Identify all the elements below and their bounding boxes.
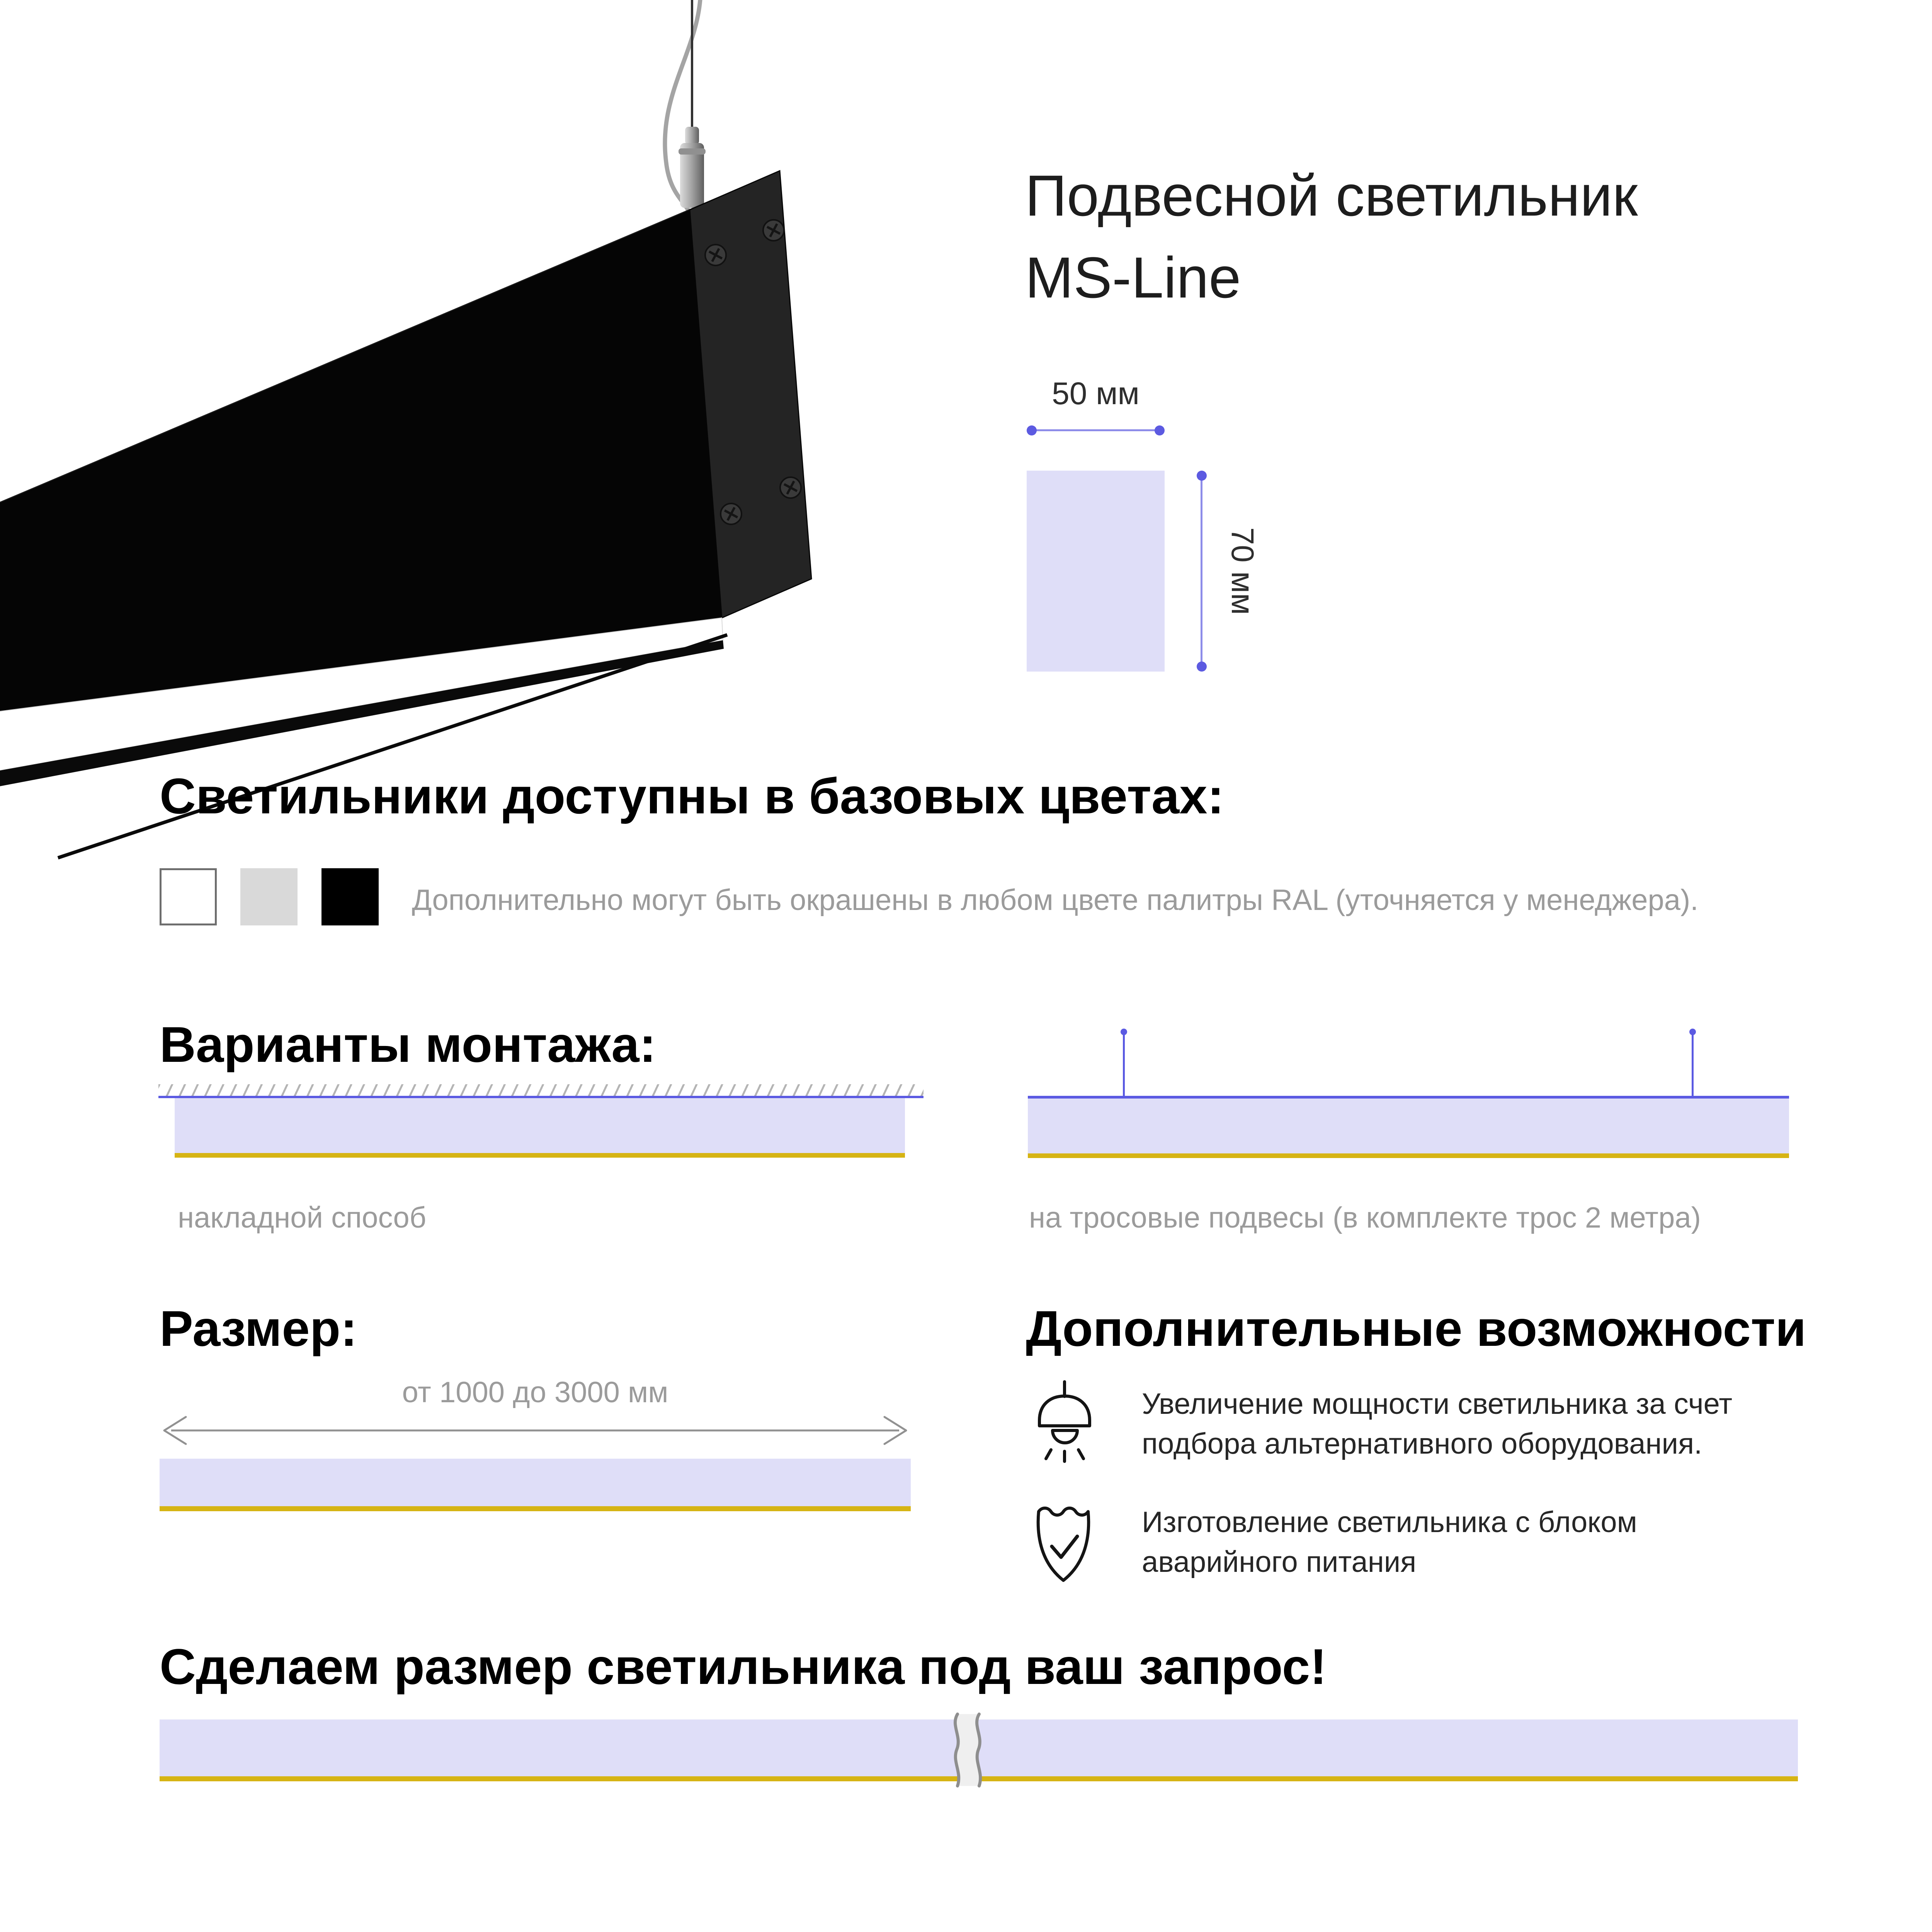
custom-size-heading: Сделаем размер светильника под ваш запрос! <box>160 1638 1327 1695</box>
size-range-arrow <box>160 1412 911 1449</box>
width-dimension-line <box>1027 425 1165 436</box>
feature-text-line: подбора альтернативного оборудования. <box>1142 1427 1702 1460</box>
feature-text-line: аварийного питания <box>1142 1546 1417 1578</box>
suspension-wire <box>1123 1034 1125 1096</box>
cable-gripper-tip <box>685 127 699 145</box>
lamp-bar <box>175 1098 905 1153</box>
lamp-bar-light <box>175 1153 905 1158</box>
colors-heading: Светильники доступны в базовых цветах: <box>160 768 1224 824</box>
height-dimension-line <box>1196 471 1207 672</box>
dimension-dot <box>1027 425 1037 435</box>
end-cap-screw <box>780 477 801 498</box>
color-swatch-white <box>160 868 217 925</box>
page-title-line2: MS-Line <box>1025 245 1241 310</box>
height-dimension-label: 70 мм <box>1225 527 1260 615</box>
feature-item <box>1142 1502 1637 1582</box>
colors-note: Дополнительно могут быть окрашены в любом цвете палитры RAL (уточняется у менеджера). <box>412 884 1699 917</box>
length-break-symbol <box>947 1711 992 1790</box>
feature-item <box>1142 1384 1732 1464</box>
dimension-dot <box>1155 425 1165 435</box>
size-heading: Размер: <box>160 1300 357 1357</box>
end-cap-screw <box>721 503 742 524</box>
feature-text-line: Изготовление светильника с блоком <box>1142 1506 1637 1539</box>
features-heading: Дополнительные возможности <box>1026 1300 1806 1357</box>
lamp-bar-light <box>1028 1153 1789 1158</box>
surface-mount-caption: накладной способ <box>178 1201 427 1234</box>
page-title-line1: Подвесной светильник <box>1025 163 1638 228</box>
size-bar-light <box>160 1506 911 1511</box>
pendant-lamp-icon <box>1028 1380 1101 1463</box>
ceiling-hatch <box>158 1084 923 1096</box>
profile-cross-section <box>1027 471 1165 672</box>
dimension-dot <box>1197 662 1207 672</box>
mounting-heading: Варианты монтажа: <box>160 1016 656 1073</box>
color-swatch-black <box>321 868 379 925</box>
dimension-dot <box>1197 471 1207 481</box>
cable-mount-caption: на тросовые подвесы (в комплекте трос 2 метра) <box>1029 1201 1701 1234</box>
suspension-wire <box>1692 1034 1694 1096</box>
cable-gripper-collar <box>679 148 706 155</box>
page-title <box>1025 155 1638 318</box>
end-cap-screw <box>763 220 784 241</box>
lamp-bar <box>1028 1099 1789 1153</box>
dimension-line <box>1201 474 1202 668</box>
size-bar <box>160 1459 911 1506</box>
size-range-label: от 1000 до 3000 мм <box>402 1376 668 1409</box>
width-dimension-label: 50 мм <box>1052 376 1139 411</box>
end-cap-screw <box>705 245 726 265</box>
lamp-bar-top <box>1028 1096 1789 1099</box>
feature-text-line: Увеличение мощности светильника за счет <box>1142 1388 1733 1420</box>
color-swatch-gray <box>240 868 298 925</box>
dimension-line <box>1031 429 1161 431</box>
lamp-product-image <box>0 0 927 889</box>
shield-check-icon <box>1029 1500 1097 1584</box>
